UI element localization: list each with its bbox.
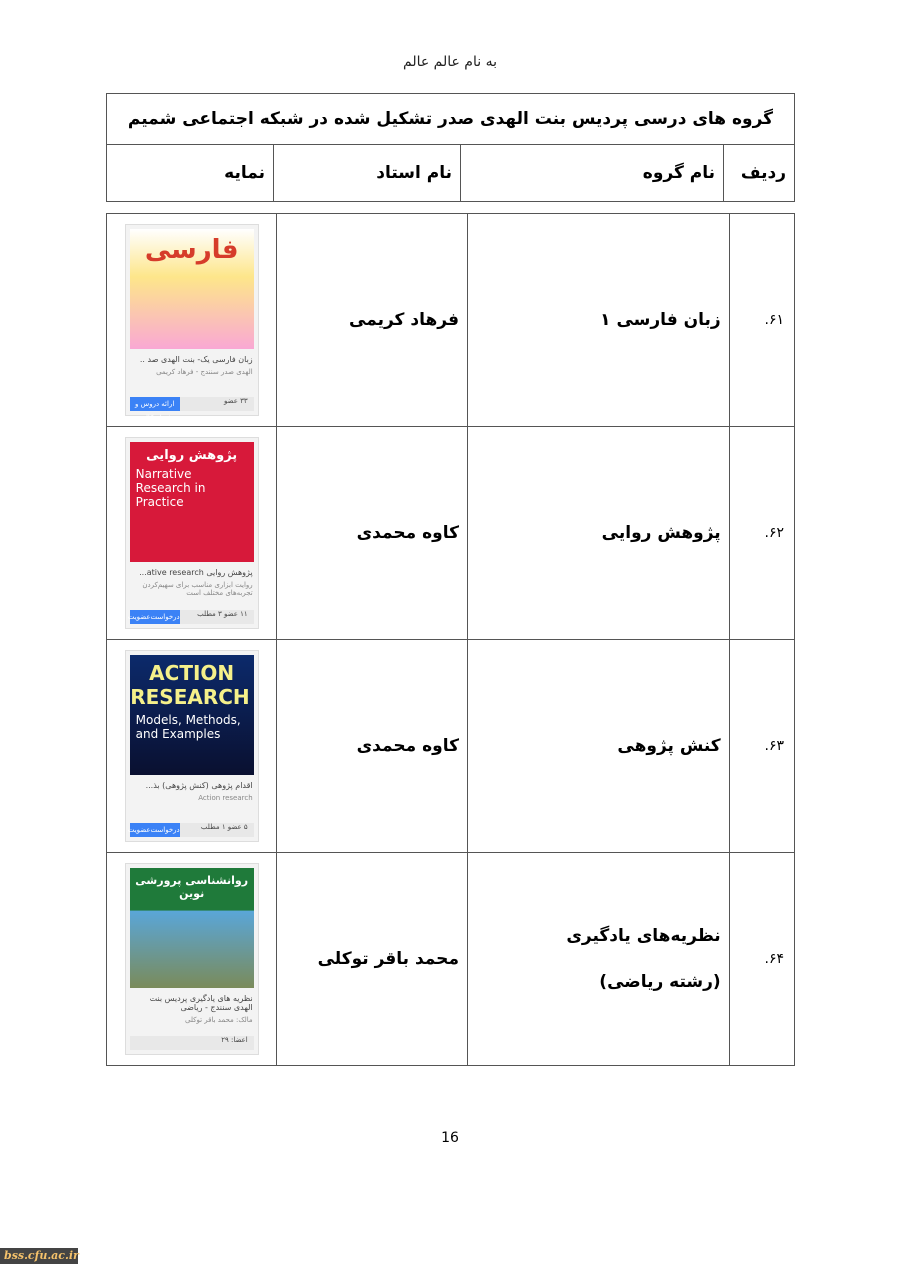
thumb-subtitle: الهدی صدر سنندج - فرهاد کریمی xyxy=(156,368,253,376)
watermark: bss.cfu.ac.ir xyxy=(0,1248,78,1264)
group-name: نظریه‌های یادگیری (رشته ریاضی) xyxy=(467,853,729,1066)
col-image: نمایه xyxy=(107,145,274,202)
thumb-caption: نظریه های یادگیری پردیس بنت الهدی سنندج - ریاضی xyxy=(149,994,253,1012)
col-instructor: نام استاد xyxy=(274,145,461,202)
thumb-footer: ۱۱ عضو ۳ مطلب درخواست‌عضویت xyxy=(130,610,254,624)
row-number: ۶۴. xyxy=(729,853,794,1066)
header-table xyxy=(106,93,795,202)
group-thumbnail[interactable] xyxy=(125,437,259,629)
cover-image: روانشناسی پرورشی نوین xyxy=(130,868,254,988)
row-number: ۶۱. xyxy=(729,214,794,427)
table-title: گروه های درسی پردیس بنت الهدی صدر تشکیل شده در شبکه اجتماعی شمیم xyxy=(107,94,795,145)
thumb-caption: پژوهش روایی ative research... xyxy=(139,568,253,577)
group-thumbnail[interactable] xyxy=(125,650,259,842)
cover-image: ACTION RESEARCH Models, Methods, and Examples xyxy=(130,655,254,775)
group-thumbnail[interactable] xyxy=(125,224,259,436)
groups-table xyxy=(106,213,795,1066)
cover-image: پژوهش روایی Narrative Research in Practice xyxy=(130,442,254,562)
row-number: ۶۳. xyxy=(729,640,794,853)
table-row xyxy=(107,214,795,427)
col-group: نام گروه xyxy=(461,145,724,202)
thumb-footer: ۳۳ عضو ارائه دروس و رفع اشکال به گروه xyxy=(130,397,254,411)
instructor-name: کاوه محمدی xyxy=(277,427,468,640)
page-number: 16 xyxy=(441,1130,459,1146)
thumb-footer: اعضا: ۲۹ xyxy=(130,1036,254,1050)
group-thumbnail[interactable] xyxy=(125,863,259,1055)
group-name: کنش پژوهی xyxy=(467,640,729,853)
cover-image: فارسی xyxy=(130,229,254,349)
thumb-footer: ۵ عضو ۱ مطلب درخواست‌عضویت xyxy=(130,823,254,837)
col-radif: ردیف xyxy=(724,145,795,202)
thumb-subtitle: Action research xyxy=(198,794,253,802)
instructor-name: کاوه محمدی xyxy=(277,640,468,853)
instructor-name: فرهاد کریمی xyxy=(277,214,468,427)
instructor-name: محمد باقر توکلی xyxy=(277,853,468,1066)
table-row xyxy=(107,427,795,640)
table-row xyxy=(107,853,795,1066)
row-number: ۶۲. xyxy=(729,427,794,640)
thumb-caption: اقدام پژوهی (کنش پژوهی) بذ... xyxy=(145,781,253,790)
group-name: پژوهش روایی xyxy=(467,427,729,640)
thumb-subtitle: روایت ابزاری مناسب برای سهیم‌کردن تجربه‌های مختلف است xyxy=(142,581,253,597)
thumb-caption: زبان فارسی یک- بنت الهدی صد .. xyxy=(139,355,253,364)
join-button[interactable]: ارائه دروس و رفع اشکال به گروه xyxy=(130,397,180,411)
thumb-subtitle: مالک: محمد باقر توکلی xyxy=(185,1016,253,1024)
group-name: زبان فارسی ۱ xyxy=(467,214,729,427)
join-button[interactable]: درخواست‌عضویت xyxy=(130,823,180,837)
table-row xyxy=(107,640,795,853)
join-button[interactable]: درخواست‌عضویت xyxy=(130,610,180,624)
basmala: به نام عالم عالم xyxy=(403,54,497,70)
